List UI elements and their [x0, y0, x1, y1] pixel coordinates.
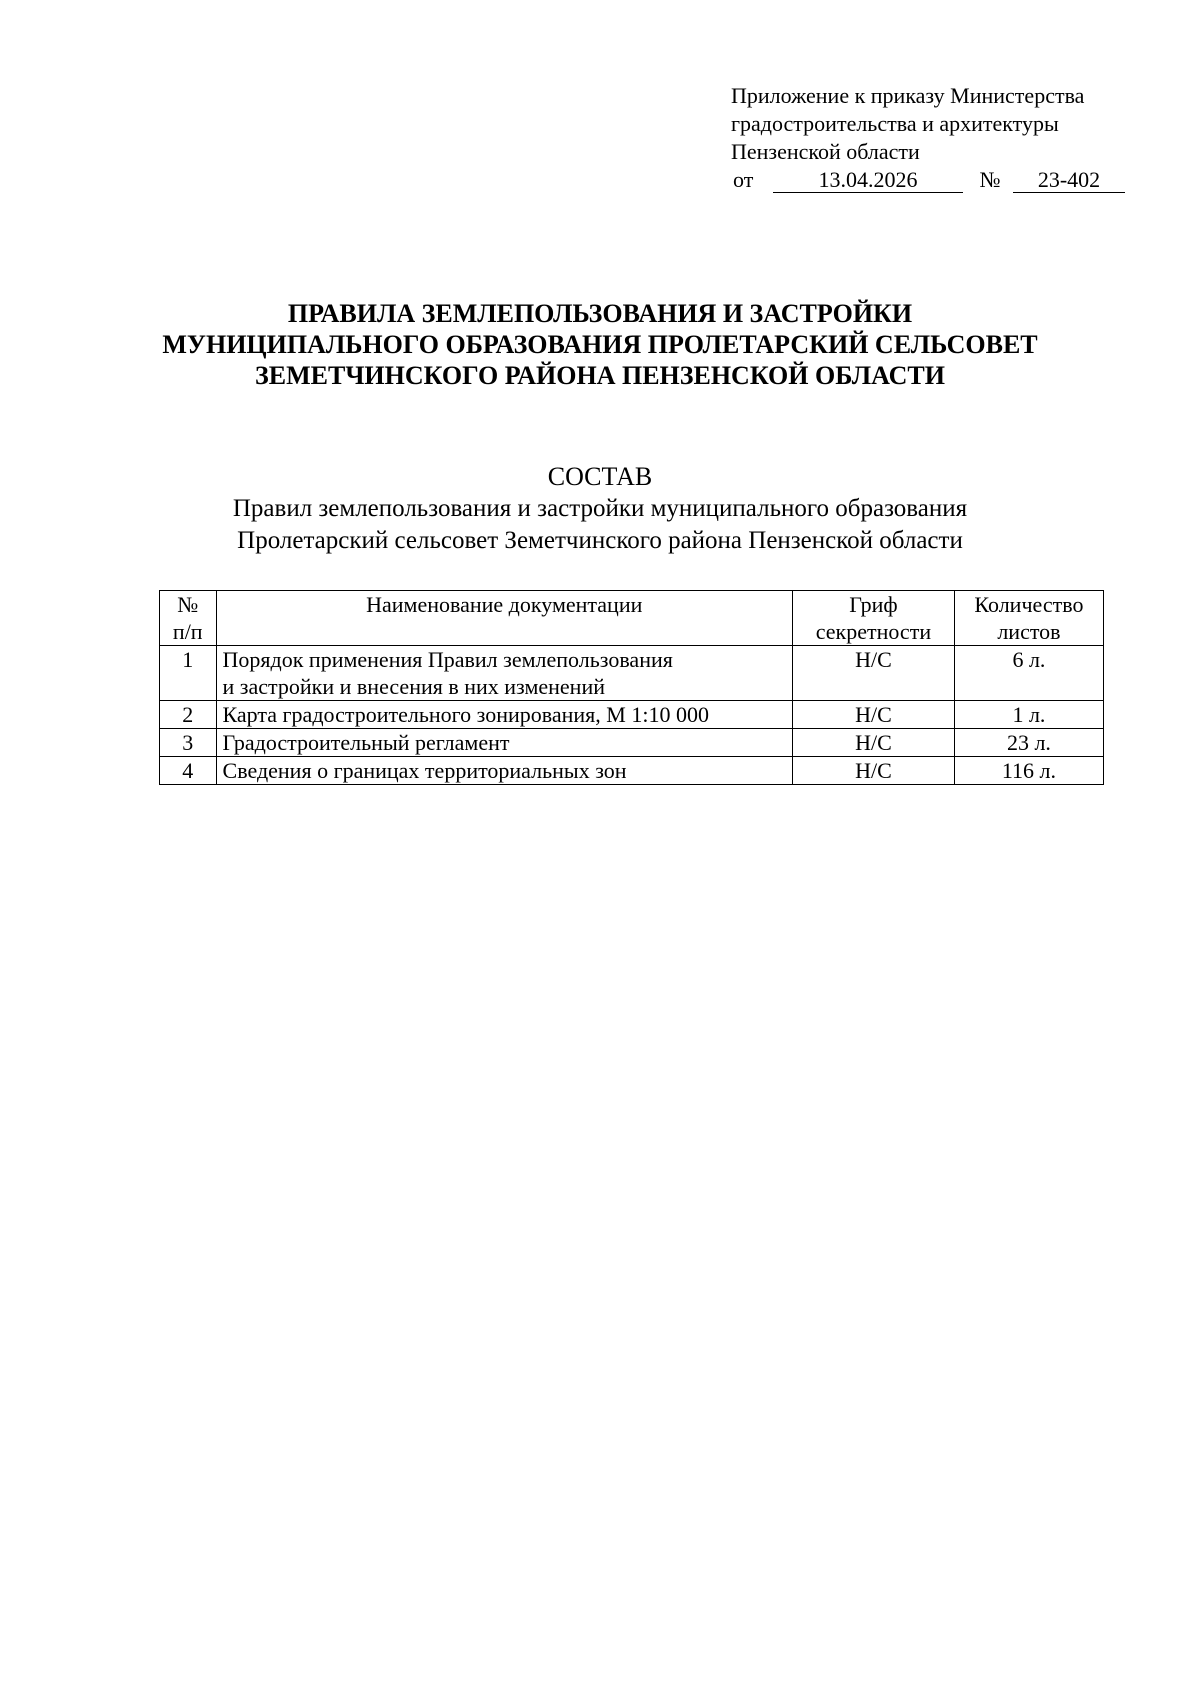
table-row [160, 701, 1104, 729]
header-secret-line: Гриф [849, 592, 898, 617]
header-name-line: Наименование документации [366, 592, 643, 617]
header-secret-line: секретности [815, 619, 932, 644]
table-row [160, 646, 1104, 701]
title-line: ЗЕМЕТЧИНСКОГО РАЙОНА ПЕНЗЕНСКОЙ ОБЛАСТИ [255, 361, 945, 390]
order-number: 23-402 [1013, 168, 1125, 193]
row-name-line: Карта градостроительного зонирования, М 1:10 000 [222, 702, 709, 727]
row-secret: Н/С [792, 729, 954, 757]
header-secret [792, 591, 954, 646]
composition-line: Правил землепользования и застройки муниципального образования [232, 495, 968, 522]
row-name [216, 646, 792, 701]
row-num: 2 [160, 701, 217, 729]
header-num-line: № [177, 592, 199, 617]
header-num-line: п/п [172, 619, 203, 644]
row-secret: Н/С [792, 701, 954, 729]
composition-heading: СОСТАВ [547, 462, 653, 491]
title-line: МУНИЦИПАЛЬНОГО ОБРАЗОВАНИЯ ПРОЛЕТАРСКИЙ СЕЛЬСОВЕТ [162, 330, 1038, 359]
document-title [100, 298, 1100, 391]
table-header-row [160, 591, 1104, 646]
appendix-block [731, 82, 1151, 194]
composition-block [100, 461, 1100, 557]
composition-line: Пролетарский сельсовет Земетчинского района Пензенской области [237, 527, 963, 554]
title-line: ПРАВИЛА ЗЕМЛЕПОЛЬЗОВАНИЯ И ЗАСТРОЙКИ [287, 299, 913, 328]
row-sheets: 6 л. [954, 646, 1103, 701]
appendix-line: Приложение к приказу Министерства [731, 83, 1085, 108]
appendix-line: Пензенской области [731, 139, 920, 164]
order-date-line [731, 166, 1151, 194]
row-name-line: Градостроительный регламент [222, 730, 510, 755]
header-sheets-line: листов [997, 619, 1061, 644]
header-num [160, 591, 217, 646]
row-name-line: Сведения о границах территориальных зон [222, 758, 627, 783]
row-name [216, 701, 792, 729]
row-num: 3 [160, 729, 217, 757]
row-sheets: 1 л. [954, 701, 1103, 729]
appendix-line: градостроительства и архитектуры [731, 111, 1059, 136]
row-name [216, 729, 792, 757]
table-row [160, 757, 1104, 785]
number-label: № [979, 167, 1001, 192]
row-sheets: 23 л. [954, 729, 1103, 757]
header-sheets-line: Количество [974, 592, 1084, 617]
header-sheets [954, 591, 1103, 646]
documents-table [159, 590, 1104, 785]
header-name [216, 591, 792, 646]
row-num: 4 [160, 757, 217, 785]
row-secret: Н/С [792, 646, 954, 701]
row-num: 1 [160, 646, 217, 701]
row-sheets: 116 л. [954, 757, 1103, 785]
row-name-line: и застройки и внесения в них изменений [222, 674, 605, 699]
table-row [160, 729, 1104, 757]
row-secret: Н/С [792, 757, 954, 785]
row-name [216, 757, 792, 785]
from-label: от [733, 167, 754, 192]
row-name-line: Порядок применения Правил землепользования [222, 647, 673, 672]
order-date: 13.04.2026 [773, 168, 963, 193]
